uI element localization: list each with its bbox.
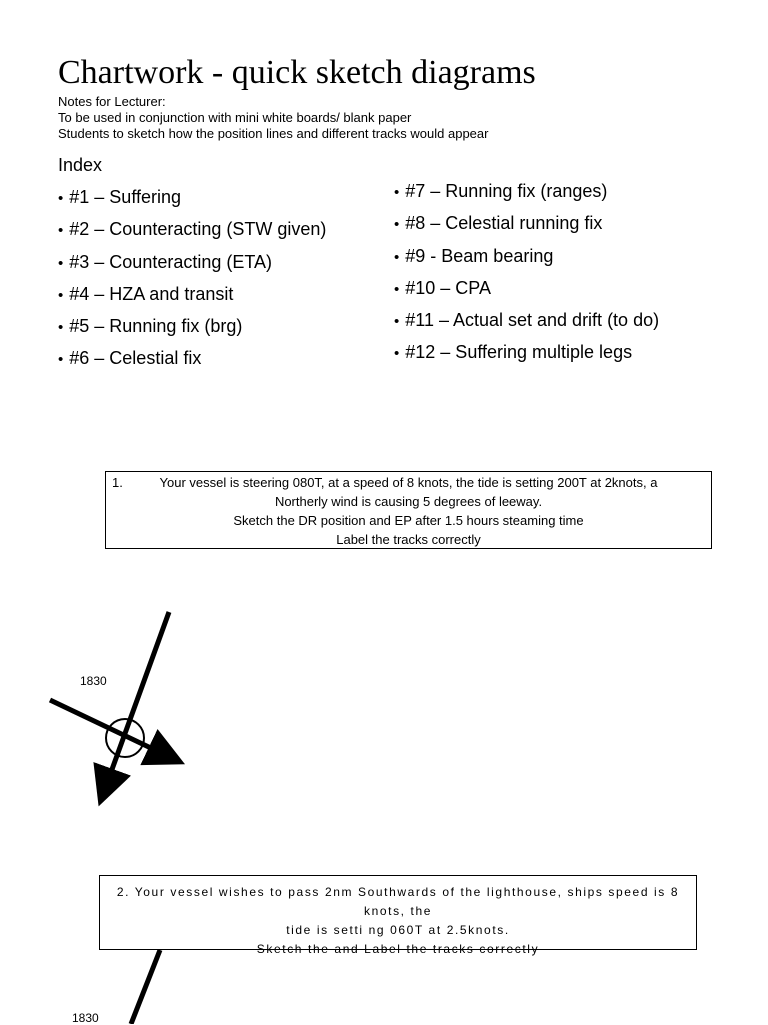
index-item: • #11 – Actual set and drift (to do) (394, 309, 659, 341)
index-item: • #5 – Running fix (brg) (58, 315, 326, 347)
notes-line: To be used in conjunction with mini white boards/ blank paper (58, 110, 412, 125)
task-2-box (99, 875, 697, 956)
notes-line: Notes for Lecturer: (58, 94, 166, 109)
index-item: • #6 – Celestial fix (58, 347, 326, 379)
task-text-line: tide is setti ng 060T at 2.5knots. (286, 923, 510, 937)
task-text-line: Northerly wind is causing 5 degrees of leeway. (274, 494, 543, 509)
time-label: 1830 (72, 1011, 99, 1025)
page-title: Chartwork - quick sketch diagrams (58, 54, 536, 91)
position-line (50, 700, 176, 760)
index-item: • #7 – Running fix (ranges) (394, 180, 659, 212)
notes-line: Students to sketch how the position lines and different tracks would appear (58, 126, 489, 141)
position-line (102, 612, 169, 797)
index-item: • #10 – CPA (394, 277, 659, 309)
task-text-line: Sketch the DR position and EP after 1.5 hours steaming time (233, 513, 584, 528)
task-number: 1. (112, 475, 123, 490)
diagram-1 (50, 612, 176, 797)
position-line (131, 950, 160, 1024)
time-label: 1830 (80, 674, 107, 688)
index-item: • #4 – HZA and transit (58, 283, 326, 315)
index-item: • #12 – Suffering multiple legs (394, 341, 659, 373)
index-item: • #1 – Suffering (58, 186, 326, 218)
task-text-line: Label the tracks correctly (336, 532, 481, 547)
index-heading: Index (58, 155, 103, 175)
diagram-2 (131, 950, 160, 1024)
task-text-line: Your vessel is steering 080T, at a speed of 8 knots, the tide is setting 200T at 2knots, a (159, 475, 658, 490)
index-item: • #3 – Counteracting (ETA) (58, 251, 326, 283)
task-text-line: 2. Your vessel wishes to pass 2nm Southwards of the lighthouse, ships speed is 8 knots, the (116, 885, 680, 918)
task-text-line: Sketch the and Label the tracks correctly (256, 942, 540, 956)
index-item: • #8 – Celestial running fix (394, 212, 659, 244)
index-item: • #2 – Counteracting (STW given) (58, 218, 326, 250)
index-item: • #9 - Beam bearing (394, 245, 659, 277)
